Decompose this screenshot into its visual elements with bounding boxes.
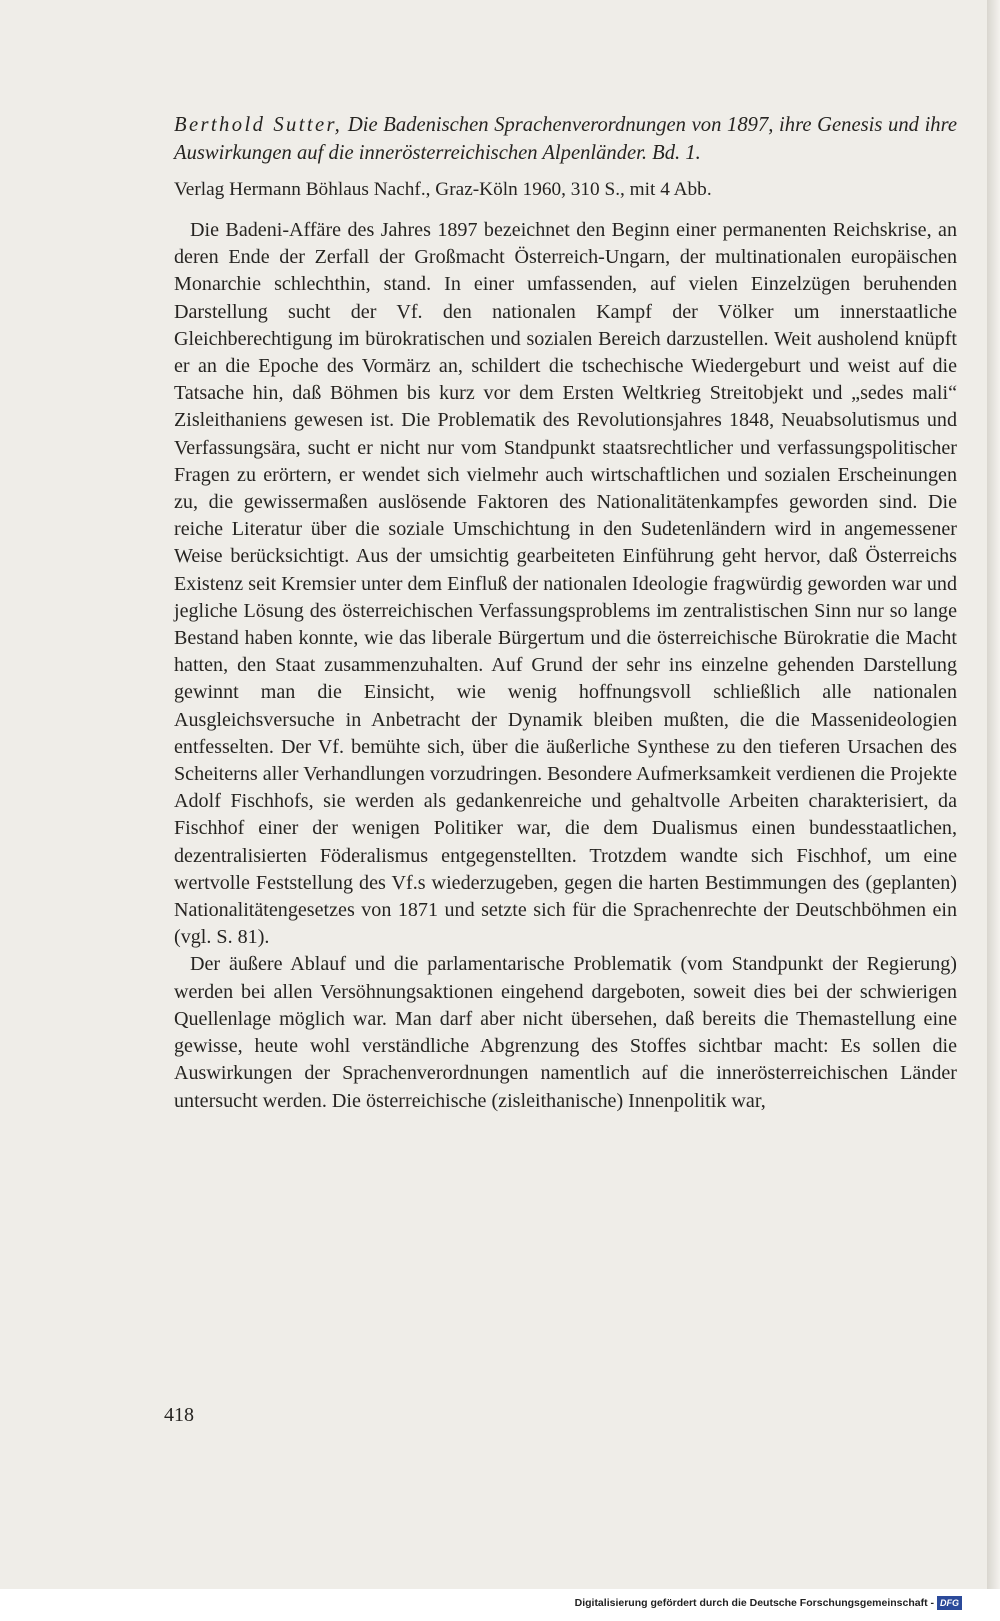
review-article bbox=[174, 112, 957, 1115]
credit-text: Digitalisierung gefördert durch die Deutsche Forschungsgemeinschaft - bbox=[574, 1597, 934, 1609]
citation-author: Berthold Sutter, bbox=[174, 114, 343, 136]
publisher-line: Verlag Hermann Böhlaus Nachf., Graz-Köln 1960, 310 S., mit 4 Abb. bbox=[174, 179, 712, 200]
dfg-logo: DFG bbox=[937, 1596, 962, 1610]
citation-title: Die Badenischen Sprachenverordnungen von 1897, ihre Genesis und ihre Auswirkungen auf die innerösterreichischen Alpenländer. Bd. 1. bbox=[174, 114, 957, 164]
digitization-credit bbox=[575, 1596, 962, 1610]
body-paragraph: Die Badeni-Affäre des Jahres 1897 bezeichnet den Beginn einer permanenten Reichskrise, an deren Ende der Zerfall der Großmacht Österreich-Ungarn, der multinationalen europäischen Monarchie schlechthin, stand. In einer umfassenden, auf vielen Einzelzügen beruhenden Darstellung sucht der Vf. den nationalen Kampf der Völker um innerstaatliche Gleichberechtigung im bürokratischen und sozialen Bereich darzustellen. Weit ausholend knüpft er an die Epoche des Vormärz an, schildert die tschechische Wiedergeburt und weist auf die Tatsache hin, daß Böhmen bis kurz vor dem Ersten Weltkrieg Streitobjekt und „sedes mali“ Zisleithaniens gewesen ist. Die Problematik des Revolutionsjahres 1848, Neuabsolutismus und Verfassungsära, sucht er nicht nur vom Standpunkt staatsrechtlicher und verfassungspolitischer Fragen zu erörtern, er wendet sich vielmehr auch wirtschaftlichen und sozialen Erscheinungen zu, die gewissermaßen auslösende Faktoren des Nationalitätenkampfes geworden sind. Die reiche Literatur über die soziale Umschichtung in den Sudetenländern wird in angemessener Weise berücksichtigt. Aus der umsichtig gearbeiteten Einführung geht hervor, daß Österreichs Existenz seit Kremsier unter dem Einfluß der nationalen Ideologie fragwürdig geworden war und jegliche Lösung des österreichischen Verfassungsproblems im zentralistischen Sinn nur so lange Bestand haben konnte, wie das liberale Bürgertum und die österreichische Bürokratie die Macht hatten, den Staat zusammenzuhalten. Auf Grund der sehr ins einzelne gehenden Darstellung gewinnt man die Einsicht, wie wenig hoffnungsvoll schließlich alle nationalen Ausgleichsversuche in Anbetracht der Dynamik bleiben mußten, die die Massenideologien entfesselten. Der Vf. bemühte sich, über die äußerliche Synthese zu den tieferen Ursachen des Scheiterns aller Verhandlungen vorzudringen. Besondere Aufmerksamkeit verdienen die Projekte Adolf Fischhofs, sie werden als gedankenreiche und gehaltvolle Arbeiten charakterisiert, da Fischhof einer der wenigen Politiker war, die dem Dualismus einen bundesstaatlichen, dezentralisierten Föderalismus entgegenstellten. Trotzdem wandte sich Fischhof, um eine wertvolle Feststellung des Vf.s wiederzugeben, gegen die harten Bestimmungen des (geplanten) Nationalitätengesetzes von 1871 und setzte sich für die Sprachenrechte der Deutschböhmen ein (vgl. S. 81). bbox=[174, 219, 957, 949]
book-citation bbox=[174, 112, 957, 167]
page-edge bbox=[987, 0, 1000, 1589]
body-paragraph: Der äußere Ablauf und die parlamentarische Problematik (vom Standpunkt der Regierung) werden bei allen Versöhnungsaktionen eingehend dargeboten, soweit dies bei der schwierigen Quellenlage möglich war. Man darf aber nicht übersehen, daß bereits die Themastellung eine gewisse, heute wohl verständliche Abgrenzung des Stoffes sichtbar macht: Es sollen die Auswirkungen der Sprachenverordnungen namentlich auf die innerösterreichischen Länder untersucht werden. Die österreichische (zisleithanische) Innenpolitik war, bbox=[174, 953, 957, 1112]
page-number: 418 bbox=[164, 1404, 194, 1426]
